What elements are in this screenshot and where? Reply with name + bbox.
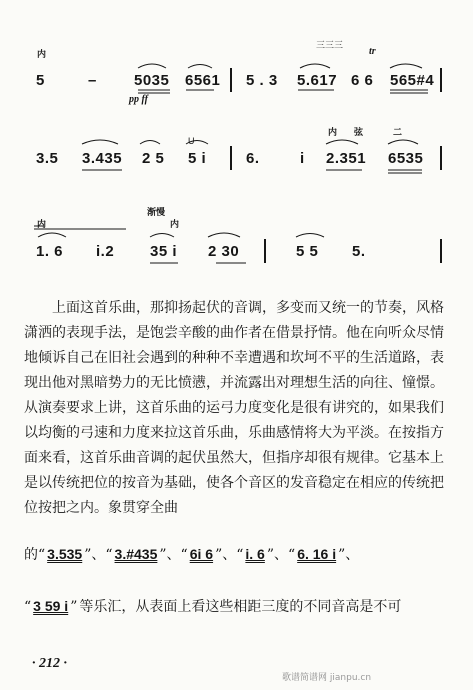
quote-sep: ”、“	[84, 547, 113, 563]
quote-sep: ”、“	[159, 547, 188, 563]
note-group: 5 . 3	[246, 72, 278, 89]
motif: i. 6	[245, 546, 265, 562]
quote-end: ”、	[338, 547, 360, 563]
note-group: 6561	[185, 72, 221, 89]
mark-nei: 内	[37, 220, 47, 230]
note-group: 1. 6	[36, 243, 64, 260]
motif: 3 59 i	[33, 598, 69, 614]
note-group: 565#4	[390, 72, 435, 89]
barline	[440, 239, 442, 263]
note-group: 5 5	[296, 243, 319, 260]
note-group: i	[300, 150, 305, 167]
last-line-text: 等乐汇，从表面上看这些相距三度的不同音高是不可	[79, 599, 402, 615]
quoted-motifs-line	[24, 544, 361, 564]
mark-u: U	[188, 136, 195, 146]
motif: 3.535	[47, 546, 83, 562]
note-group: 35 i	[150, 243, 178, 260]
barline	[230, 68, 232, 92]
mark-er: 二	[393, 128, 403, 138]
note-group: 2.351	[326, 150, 367, 167]
motif: 3.#435	[114, 546, 158, 562]
mark-triple-bar: 三三三	[316, 40, 344, 50]
last-text-line	[24, 596, 403, 616]
quote-sep: ”、“	[266, 547, 296, 563]
paragraph-text: 上面这首乐曲，那抑扬起伏的音调，多变而又统一的节奏，风格潇洒的表现手法，是饱尝辛酸的曲作者在借景抒情。他在向听众尽情地倾诉自己在旧社会遇到的种种不幸遭遇和坎坷不平的生活道路，表现出他对黑暗势力的无比愤懑，并流露出对理想生活的向往、憧憬。从演奏要求上讲，这首乐曲的运弓力度变化是很有讲究的，如果我们以均衡的弓速和力度来拉这首乐曲，乐曲感情将大为平淡。在按指方面来看，这首乐曲音调的起伏虽然大，但指序却很有规律。它基本上是以传统把位的按音为基础，使各个音区的发音稳定在相应的传统把位按把之内。象贯穿全曲	[24, 300, 444, 516]
watermark-url: jianpu.cn	[329, 673, 372, 683]
note-group: 5	[36, 72, 45, 89]
quote-close: ”	[70, 599, 78, 615]
mark-dynamics: pp ff	[129, 94, 148, 105]
note-group: 5.617	[297, 72, 338, 89]
watermark-site: 歌谱简谱网	[282, 673, 328, 683]
mark-nei: 内	[170, 220, 180, 230]
note-group: 2 5	[142, 150, 165, 167]
mark-jianman: 渐慢	[147, 208, 166, 218]
note-group: 3.435	[82, 150, 123, 167]
page-number: · 212 ·	[32, 656, 67, 671]
watermark	[282, 670, 371, 683]
note-group: 6535	[388, 150, 424, 167]
barline	[230, 146, 232, 170]
mark-xian: 弦	[354, 128, 364, 138]
motif: 6i 6	[189, 546, 214, 562]
mark-trill: tr	[369, 46, 376, 57]
note-group: –	[88, 72, 97, 89]
body-paragraph	[24, 296, 444, 521]
note-group: 3.5	[36, 150, 59, 167]
mark-nei: 内	[328, 128, 338, 138]
note-group: i.2	[96, 243, 115, 260]
note-group: 2 30	[208, 243, 240, 260]
motif: 6. 16 i	[297, 546, 337, 562]
mark-nei: 内	[37, 50, 47, 60]
quote-open: “	[24, 599, 32, 615]
note-group: 5.	[352, 243, 366, 260]
barline	[264, 239, 266, 263]
barline	[440, 68, 442, 92]
score-line-2	[0, 112, 473, 192]
quote-prefix: 的“	[24, 547, 46, 563]
note-group: 6 6	[351, 72, 374, 89]
score-line-3	[0, 205, 473, 285]
quote-sep: ”、“	[215, 547, 244, 563]
barline	[440, 146, 442, 170]
note-group: 5 i	[188, 150, 207, 167]
note-group: 6.	[246, 150, 260, 167]
note-group: 5035	[134, 72, 170, 89]
score-line-1	[0, 34, 473, 114]
